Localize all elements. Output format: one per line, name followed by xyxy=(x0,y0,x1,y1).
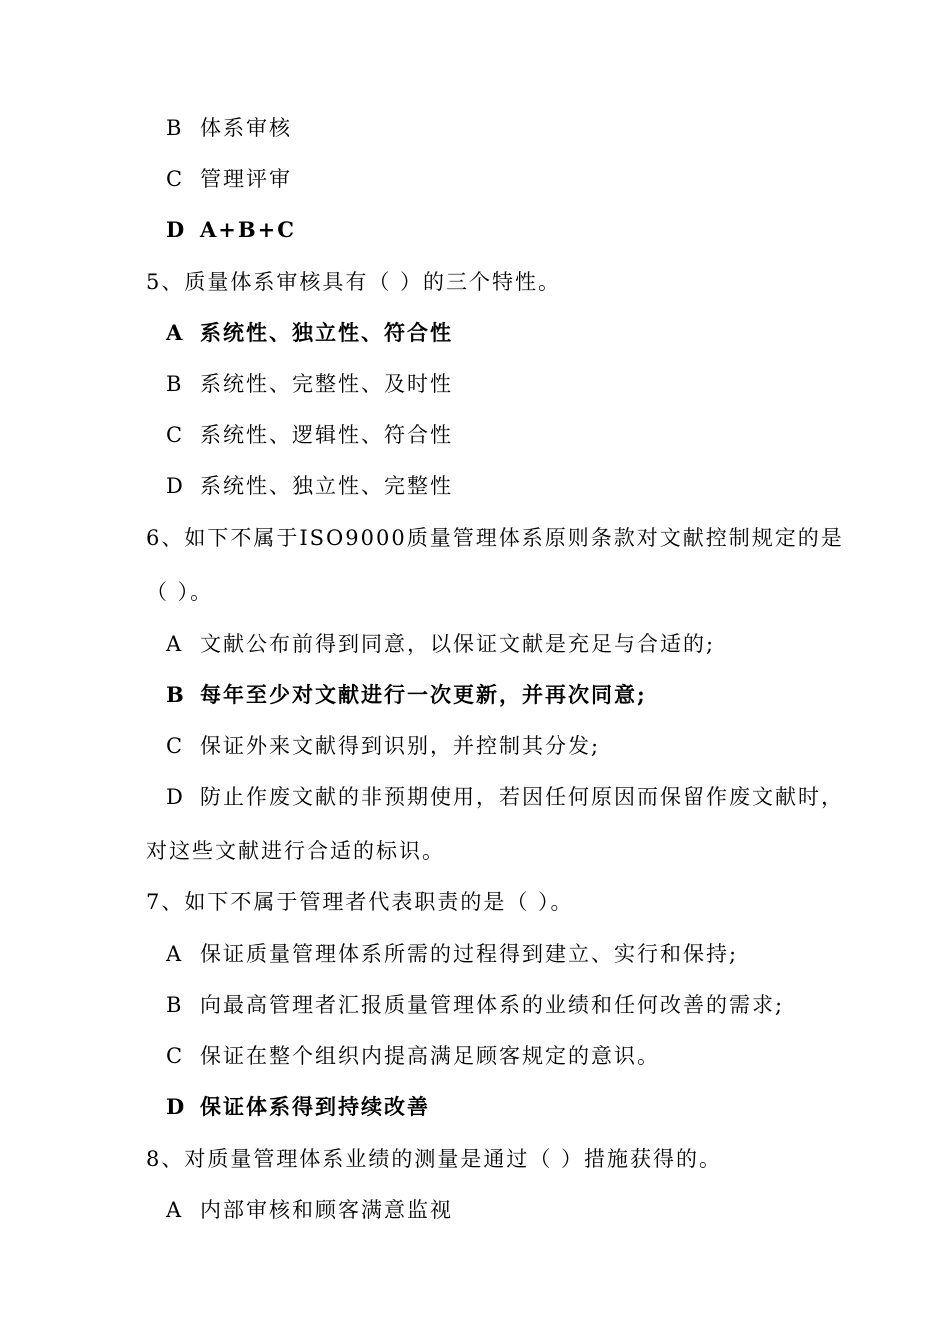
option-text: 系统性、独立性、符合性 xyxy=(200,320,453,345)
option-line xyxy=(166,166,292,192)
question-line: 7、如下不属于管理者代表职责的是（ ）。 xyxy=(146,890,574,914)
option-text: 防止作废文献的非预期使用，若因任何原因而保留作废文献时， xyxy=(200,785,844,809)
option-text: 系统性、完整性、及时性 xyxy=(200,372,453,396)
option-letter: C xyxy=(166,423,183,447)
option-line xyxy=(166,631,715,657)
option-line xyxy=(166,217,296,243)
option-line xyxy=(166,422,453,448)
option-text: 保证在整个组织内提高满足顾客规定的意识。 xyxy=(200,1044,660,1068)
option-line xyxy=(166,1043,660,1069)
option-line xyxy=(166,320,453,346)
option-text: 系统性、逻辑性、符合性 xyxy=(200,423,453,447)
option-line xyxy=(166,992,784,1018)
option-letter: A xyxy=(166,320,183,345)
option-letter: C xyxy=(166,734,183,758)
option-line xyxy=(166,1197,453,1223)
question-line: 8、对质量管理体系业绩的测量是通过（ ）措施获得的。 xyxy=(146,1147,723,1171)
option-letter: A xyxy=(166,632,182,656)
option-letter: C xyxy=(166,1044,183,1068)
option-letter: D xyxy=(166,1094,185,1119)
option-line xyxy=(166,115,292,141)
option-text: 管理评审 xyxy=(200,167,292,191)
option-text: 保证质量管理体系所需的过程得到建立、实行和保持; xyxy=(200,942,739,966)
option-letter: A xyxy=(166,1198,182,1222)
option-line xyxy=(166,784,844,810)
option-letter: D xyxy=(166,474,183,498)
option-line xyxy=(166,1094,430,1120)
option-text: 内部审核和顾客满意监视 xyxy=(200,1198,453,1222)
option-letter: C xyxy=(166,167,183,191)
option-text: 保证外来文献得到识别，并控制其分发; xyxy=(200,734,601,758)
option-letter: B xyxy=(166,372,182,396)
option-letter: B xyxy=(166,682,184,707)
continuation-line: 对这些文献进行合适的标识。 xyxy=(146,839,445,863)
option-text: 系统性、独立性、完整性 xyxy=(200,474,453,498)
option-letter: D xyxy=(166,217,185,242)
option-line xyxy=(166,473,453,499)
option-letter: B xyxy=(166,116,182,140)
option-text: 每年至少对文献进行一次更新，并再次同意; xyxy=(200,682,647,707)
option-line xyxy=(166,371,453,397)
question-line: （ ）。 xyxy=(146,580,214,604)
option-line xyxy=(166,733,600,759)
option-letter: D xyxy=(166,785,183,809)
option-line xyxy=(166,682,647,708)
option-letter: A xyxy=(166,942,182,966)
option-line xyxy=(166,941,738,967)
option-text: 保证体系得到持续改善 xyxy=(200,1094,430,1119)
question-line: 6、如下不属于ISO9000质量管理体系原则条款对文献控制规定的是 xyxy=(146,526,844,550)
option-text: 体系审核 xyxy=(200,116,292,140)
option-text: 向最高管理者汇报质量管理体系的业绩和任何改善的需求; xyxy=(200,993,785,1017)
question-line: 5、质量体系审核具有（ ）的三个特性。 xyxy=(146,270,562,294)
option-letter: B xyxy=(166,993,182,1017)
option-text: A+B+C xyxy=(200,217,296,242)
option-text: 文献公布前得到同意，以保证文献是充足与合适的; xyxy=(200,632,716,656)
